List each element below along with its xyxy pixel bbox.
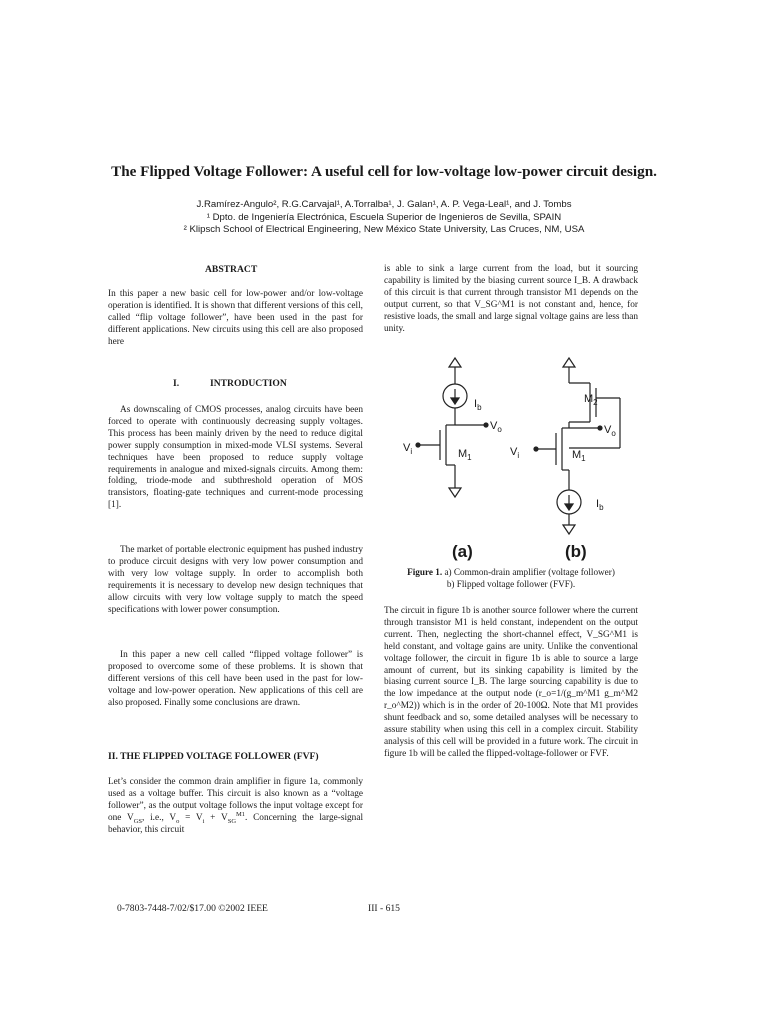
ib-label-b: $I_b$ [596, 498, 604, 512]
vo-label-b: $V_o$ [604, 424, 616, 438]
gnd-arrow-a [449, 488, 461, 497]
m1-label-a: $M_1$ [458, 448, 472, 462]
section-2-heading: II. THE FLIPPED VOLTAGE FOLLOWER (FVF) [108, 751, 319, 762]
intro-paragraph-3: In this paper a new cell called “flipped voltage follower” is proposed to overcome some of these problems. It is shown that different versions of this cell have been used in the past for low-voltage and low-power operation. New applications of this cell are also proposed. Finally some conclusions are drawn. [108, 650, 363, 708]
footer-copyright: 0-7803-7448-7/02/$17.00 ©2002 IEEE [117, 903, 268, 914]
vdd-arrow-a [449, 358, 461, 367]
gnd-arrow-b [563, 525, 575, 534]
abstract-heading: ABSTRACT [205, 264, 258, 275]
intro-paragraph-1: As downscaling of CMOS processes, analog circuits have been forced to operate with continuously decreasing supply voltages. This process has been mainly driven by the need to reduce digital power supply consumption in mixed-mode VLSI systems. Several techniques have been proposed to reduce supply voltage requirements in analogue and mixed-signals circuits. Among them: folding, triode-mode and subthreshold operation of MOS transistors, floating-gate techniques and current-mode processing [1]. [108, 405, 363, 511]
right-paragraph-1: is able to sink a large current from the load, but it sourcing capability is limited by the biasing current source I_B. A drawback of this circuit is that current through transistor M1 depends on the output current, so that V_SG^M1 is not constant and, hence, for resistive loads, the small and large signal voltage gains are less than unity. [384, 264, 638, 334]
abstract-text: In this paper a new basic cell for low-power and/or low-voltage operation is identified. It is shown that different versions of this cell, called “flip voltage follower”, have been used in the past for different applications. New circuits using this cell are also proposed here [108, 289, 363, 347]
affiliation-2: ² Klipsch School of Electrical Engineering, New México State University, Las Cruces, NM, USA [183, 224, 585, 235]
vi-label-b: $V_i$ [510, 446, 520, 460]
page-number: III - 615 [368, 903, 400, 914]
figure-label-a: (a) [452, 542, 473, 561]
m2-label-b: $M_2$ [584, 393, 598, 407]
ib-label-a: $I_b$ [474, 398, 482, 412]
intro-paragraph-2: The market of portable electronic equipment has pushed industry to produce circuit designs with very low power consumption and with very low voltage supply. In order to accomplish both requirements it is necessary to develop new design techniques that allow circuits with very low voltage supply to match the speed specifications with lower power consumption. [108, 545, 363, 615]
vdd-arrow-b [563, 358, 575, 367]
section-1-number: I. [173, 378, 180, 389]
figure-label-b: (b) [565, 542, 587, 561]
vo-label-a: $V_o$ [490, 420, 502, 434]
vi-label-a: $V_i$ [403, 442, 413, 456]
m1-label-b: $M_1$ [572, 449, 586, 463]
section-1-heading: INTRODUCTION [210, 378, 287, 389]
affiliation-1: ¹ Dpto. de Ingeniería Electrónica, Escuela Superior de Ingenieros de Sevilla, SPAIN [206, 212, 562, 223]
right-paragraph-2: The circuit in figure 1b is another source follower where the current through transistor M1 is held constant, independent on the output current. Then, neglecting the short-channel effect, V_SG^M1 is held constant, and voltage gains are unity. Unlike the conventional voltage follower, the circuit in figure 1b is able to source a large amount of current, but its sinking capability is limited by the biasing current source I_B. The large sourcing capability is due to the low impedance at the output node (r_o=1/(g_m^M1 g_m^M2 r_o^M2)) which is in the order of 20-100Ω. Note that M1 provides shunt feedback and so, some detailed analyses will be necessary to assure stability when using this cell in a complex circuit. Stability analysis of this cell will be provided in a future work. The circuit in figure 1b will be called the flipped-voltage-follower or FVF. [384, 606, 638, 759]
paper-title: The Flipped Voltage Follower: A useful cell for low-voltage low-power circuit design. [111, 163, 657, 180]
author-list: J.Ramírez-Angulo², R.G.Carvajal¹, A.Torralba¹, J. Galan¹, A. P. Vega-Leal¹, and J. Tombs [196, 199, 572, 210]
figure-caption: Figure 1. a) Common-drain amplifier (voltage follower) b) Flipped voltage follower (FVF). [407, 567, 615, 589]
section-2-paragraph-1: Let’s consider the common drain amplifier in figure 1a, commonly used as a voltage buffer. This circuit is also known as a “voltage follower”, as the output voltage follows the input voltage except for one $V_{GS}$, i.e., $V_o = V_i + V_{SG}^{M1}$. Concerning the large-signal behavior, this circuit [108, 777, 364, 835]
